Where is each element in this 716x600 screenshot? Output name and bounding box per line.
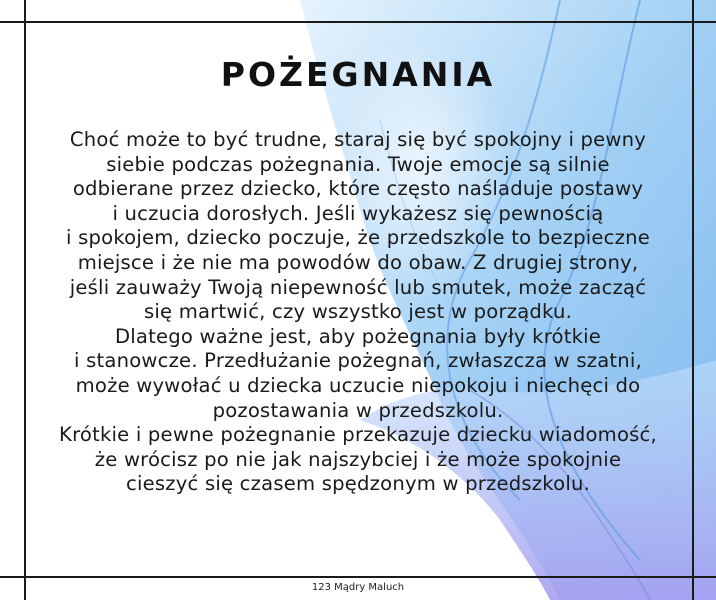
text-line: Choć może to być trudne, staraj się być spokojny i pewny bbox=[69, 128, 647, 151]
text-line: że wrócisz po nie jak najszybciej i że może spokojnie bbox=[94, 447, 622, 471]
text-line: i uczucia dorosłych. Jeśli wykażesz się pewnością bbox=[112, 201, 604, 225]
text-line: jeśli zauważy Twoją niepewność lub smutek, może zacząć bbox=[69, 275, 647, 299]
text-line: może wywołać u dziecka uczucie niepokoju i niechęci do bbox=[75, 373, 641, 397]
footer-credit: 123 Mądry Maluch bbox=[311, 582, 405, 593]
text-line: się martwić, czy wszystko jest w porządku. bbox=[143, 300, 573, 324]
frame-top-line bbox=[0, 21, 716, 23]
text-line: siebie podczas pożegnania. Twoje emocje są silnie bbox=[106, 152, 610, 176]
text-line: cieszyć się czasem spędzonym w przedszkolu. bbox=[125, 472, 591, 496]
text-line: Krótkie i pewne pożegnanie przekazuje dziecku wiadomość, bbox=[59, 423, 657, 447]
text-line: pozostawania w przedszkolu. bbox=[212, 398, 504, 422]
text-line: odbierane przez dziecko, które często naśladuje postawy bbox=[72, 177, 644, 201]
text-line: Dlatego ważne jest, aby pożegnania były krótkie bbox=[114, 324, 602, 348]
body-paragraph bbox=[28, 128, 688, 497]
frame-bottom-line bbox=[0, 576, 716, 578]
text-line: miejsce i że nie ma powodów do obaw. Z drugiej strony, bbox=[77, 250, 639, 274]
text-line: i spokojem, dziecko poczuje, że przedszkole to bezpieczne bbox=[66, 226, 650, 250]
page-title: POŻEGNANIA bbox=[220, 55, 496, 94]
text-line: i stanowcze. Przedłużanie pożegnań, zwłaszcza w szatni, bbox=[74, 349, 642, 373]
